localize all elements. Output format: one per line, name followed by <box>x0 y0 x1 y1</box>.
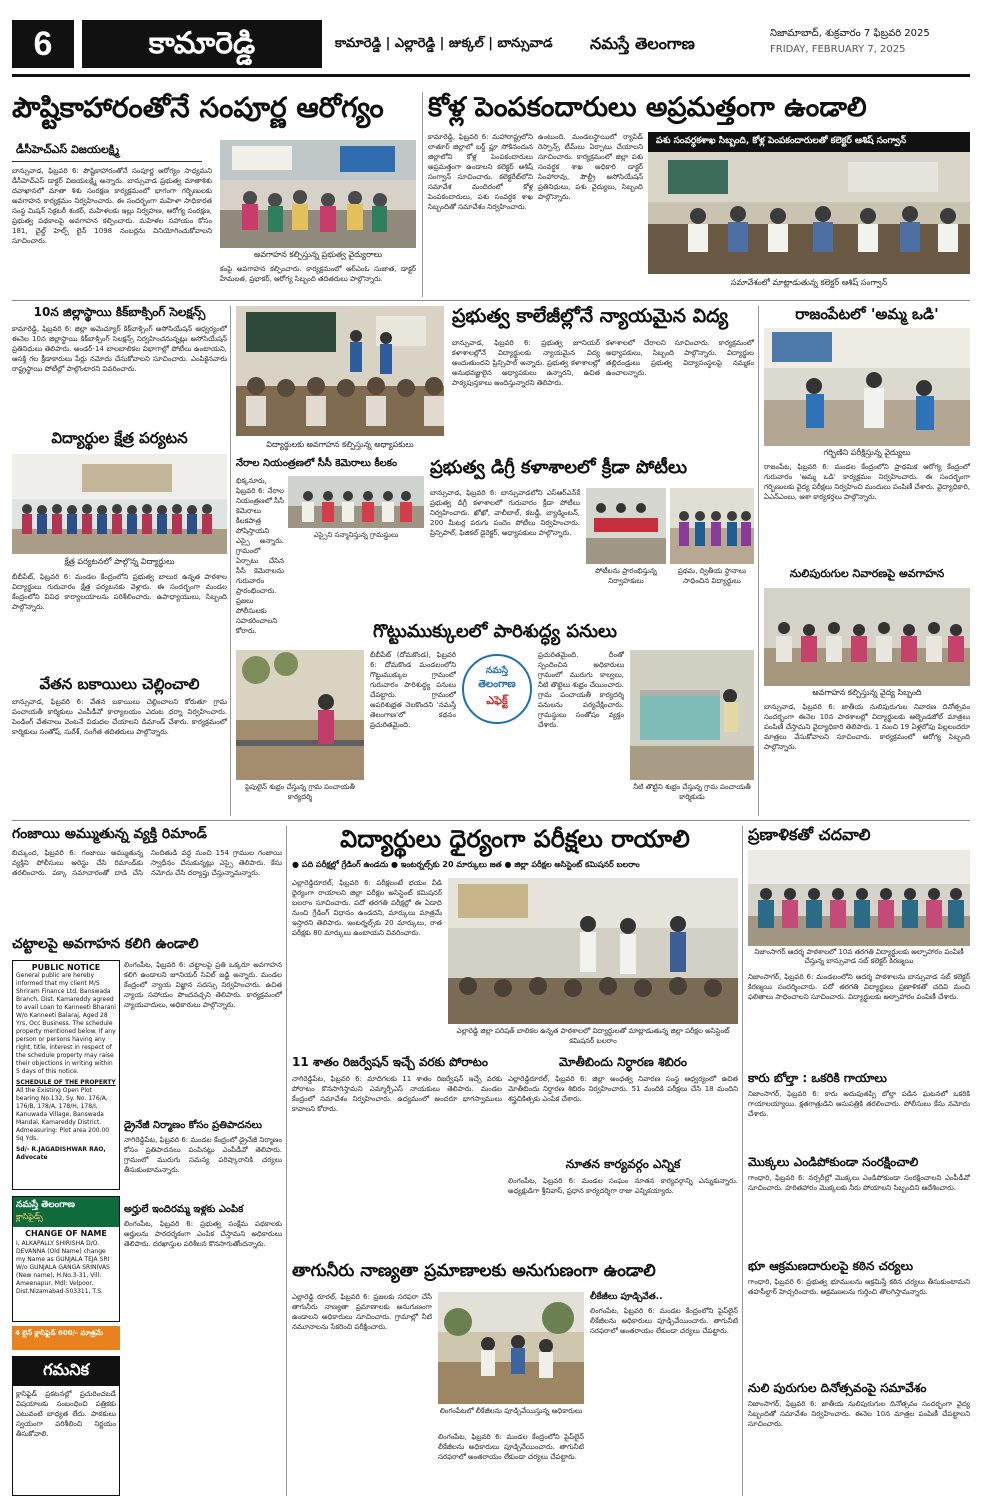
story-poultry <box>428 92 970 300</box>
logo-line2: తెలంగాణ <box>478 679 516 690</box>
body-text: నిజాంసాగర్, ఫిబ్రవరి 6: కారు అదుపుతప్పి బోల్తా పడిన ఘటనలో ఒకరికి గాయాలయ్యాయి. క్షతగాత్రుడిని ఆసుపత్రికి తరలించారు. పోలీసులు కేసు నమోదు చేశారు. <box>748 1089 970 1118</box>
story-drinking-water <box>292 1262 738 1496</box>
photo-health-camp <box>220 140 416 248</box>
headline: ప్రణాళికతో చదవాలి <box>748 825 871 844</box>
notice-body: General public are hereby informed that my client M/S Shriram Finance Ltd, Banswada Branch, Dist. Kamareddy agreed to avail Loan to Kanneeti Bharani W/o Kanneeti Balaraj, Aged 28 Yrs, Occ Business. The schedule property mentioned below. If any person or persons having any right, title, interest in respect of the schedule property may raise their objections in writing within 5 days of this notice. <box>16 972 116 1075</box>
column-divider <box>742 826 743 1496</box>
story-exams <box>292 826 738 1052</box>
body-text: లింగంపేట, ఫిబ్రవరి 6: ప్రభుత్వ సంక్షేమ పథకాలకు అర్హులను పారదర్శకంగా ఎంపిక చేస్తామని అధికారులు తెలిపారు. దరఖాస్తుల పరిశీలన కొనసాగుతోందన్నారు. <box>124 1219 282 1248</box>
body-text: భిక్కనూరు, ఫిబ్రవరి 6: నేరాల నియంత్రణలో సీసీ కెమెరాలు కీలకపాత్ర పోషిస్తాయని ఎస్సై అన్నారు. గ్రామంలో ఏర్పాటు చేసిన సీసీ కెమెరాలను గురువారం ప్రారంభించారు. ప్రజలు పోలీసులకు సహకరించాలని కోరారు. <box>236 477 284 635</box>
photo-caption: నీటి తొట్టిని శుభ్రం చేస్తున్న గ్రామ పంచాయతీ కార్మికుడు <box>633 783 751 801</box>
headline: నులిపురుగుల నివారణపై అవగాహన <box>789 567 945 580</box>
headline: నేరాల నియంత్రణలో సీసీ కెమెరాలు కీలకం <box>236 458 398 469</box>
column-divider <box>230 306 231 816</box>
body-text: నాగిరెడ్డిపేట, ఫిబ్రవరి 6: మండల కేంద్రంలో డ్రైనేజీ నిర్మాణం కోసం ప్రతిపాదనలు పంపినట్లు ఎంపీడీవో తెలిపారు. గ్రామంలో మురుగు సమస్య పరిష్కారానికి చర్యలు తీసుకుంటామన్నారు. <box>124 1135 282 1174</box>
story-plants <box>748 1156 970 1256</box>
photo-banner: పశు సంవర్ధకశాఖ సిబ్బంది, కోళ్ల పెంపకందారులతో కలెక్టర్ ఆశిష్ సంగ్వాన్ <box>648 132 970 152</box>
headline: కారు బోల్తా : ఒకరికి గాయాలు <box>748 1071 887 1085</box>
headline: వేతన బకాయిలు చెల్లించాలి <box>39 675 200 693</box>
headline: రాజంపేటలో 'అమ్మ ఒడి' <box>795 305 939 323</box>
body-text: లింగంపేట, ఫిబ్రవరి 6: మండల సంఘం నూతన కార్యవర్గాన్ని ఎన్నుకున్నారు. అధ్యక్షుడిగా శ్రీనివాస్, ప్రధాన కార్యదర్శిగా రాజు ఎన్నికయ్యారు. <box>508 1176 738 1195</box>
photo-breakfast <box>748 850 970 946</box>
body-text: గాంధారి, ఫిబ్రవరి 6: నర్సరీల్లో మొక్కలు ఎండిపోకుండా సంరక్షించాలని ఎంపీడీవో సూచించారు. హరితహారం మొక్కలకు నీరు పోయాలని సిబ్బందిని ఆదేశించారు. <box>748 1173 970 1192</box>
schedule-title: SCHEDULE OF THE PROPERTY <box>16 1079 116 1086</box>
headline: అర్హులే ఇందిరమ్మ ఇళ్లకు ఎంపిక <box>124 1204 244 1215</box>
namaste-effect-logo <box>462 654 532 724</box>
body-text: నాగిరెడ్డిపేట, ఫిబ్రవరి 6: మాదిగలకు 11 శాతం రిజర్వేషన్ ఇచ్చే వరకు పోరాటం కొనసాగిస్తామని ఎమ్మార్పీఎస్ నాయకులు తెలిపారు. మండల కేంద్రంలో సమావేశం నిర్వహించారు. ఉద్యమంలో అందరూ భాగస్వాములు కావాలని కోరారు. <box>292 1074 502 1113</box>
story-car-fire <box>748 1072 970 1154</box>
headline: మోతీబిందు నిర్ధారణ శిబిరం <box>559 1055 687 1069</box>
story-drainage <box>124 1120 282 1200</box>
body-text-continued: ప్రచురితమైంది. దీంతో స్పందించిన అధికారులు గ్రామంలో మురుగు కాల్వలు, నీటి తొట్టెలు శుభ్రం చేయించారు. గ్రామ పంచాయతీ కార్యదర్శి పనులను పర్యవేక్షించారు. గ్రామస్థులు సంతోషం వ్యక్తం చేశారు. <box>538 651 624 729</box>
photo-caption: అవగాహన కల్పిస్తున్న ప్రభుత్వ వైద్యురాలు <box>253 250 383 259</box>
change-of-name-title: CHANGE OF NAME <box>25 1229 107 1238</box>
story-gum-health <box>764 568 970 818</box>
dateline <box>770 26 970 58</box>
story-awareness-law <box>12 936 282 958</box>
body-text: ఎల్లారెడ్డి రూరల్, ఫిబ్రవరి 6: ప్రజలకు సరఫరా చేసే తాగునీరు నాణ్యతా ప్రమాణాలకు అనుగుణంగా ఉండాలని అధికారులు సూచించారు. గ్రామాల్లో నీటి నమూనాలను సేకరించి పరీక్షించారు. <box>292 1293 432 1331</box>
headline: పౌష్టికాహారంతోనే సంపూర్ణ ఆరోగ్యం <box>12 91 384 124</box>
story-cctv <box>236 458 426 635</box>
subhead: లీకేజీలు పూడ్చివేత.. <box>590 1292 663 1302</box>
section-places: కామారెడ్డి | ఎల్లారెడ్డి | జుక్కల్ | బాన్సువాడ <box>335 36 553 51</box>
notice-signed: Sd/- R.JAGADISHWAR RAO, Advocate <box>16 1146 106 1161</box>
story-sanitation <box>236 622 754 816</box>
story-amma-odi <box>764 306 970 566</box>
notice-te-box <box>12 1356 120 1496</box>
headline: గంజాయి అమ్ముతున్న వ్యక్తి రిమాండ్ <box>12 826 207 842</box>
story-reservation <box>292 1056 502 1256</box>
headline: కోళ్ల పెంపకందారులు అప్రమత్తంగా ఉండాలి <box>428 92 867 123</box>
story-deworming <box>748 1382 970 1496</box>
public-notice <box>12 960 120 1190</box>
headline: విద్యార్థులు ధైర్యంగా పరీక్షలు రాయాలి <box>340 825 690 853</box>
column-divider <box>422 92 423 297</box>
date-en: FRIDAY, FEBRUARY 7, 2025 <box>770 44 906 55</box>
body-text: గాంధారి, ఫిబ్రవరి 6: ప్రభుత్వ భూములను ఆక్రమిస్తే కఠిన చర్యలు తీసుకుంటామని తహసీల్దార్ హెచ్చరించారు. ఆక్రమణలను గుర్తించి తొలగిస్తామన్నారు. <box>748 1277 970 1296</box>
classifieds-header <box>13 1197 119 1227</box>
photo-caption-launch: పోటీలను ప్రారంభిస్తున్న నిర్వాహకులు <box>595 567 657 585</box>
classifieds-brand: నమస్తే తెలంగాణ <box>16 1200 75 1210</box>
story-nutrition <box>12 92 417 300</box>
body-text: ఎల్లారెడ్డిరూరల్, ఫిబ్రవరి 6: జిల్లా అంధత్వ నివారణ సంస్థ ఆధ్వర్యంలో ఉచిత మోతీబిందు నిర్ధారణ శిబిరం నిర్వహించారు. 51 మందికి పరీక్షలు చేసి 18 మందిని శస్త్రచికిత్సకు ఎంపిక చేశారు. <box>508 1074 738 1103</box>
photo-sports-winners <box>670 488 754 564</box>
body-text: నిజాంసాగర్, ఫిబ్రవరి 6: మండలంలోని ఆదర్శ పాఠశాలను బాన్సువాడ సబ్ కలెక్టర్ కిరణ్మయి సందర్శించారు. పదో తరగతి విద్యార్థులు ప్రణాళికతో చదివి మంచి ఫలితాలు సాధించాలని సూచించారు. విద్యార్థులకు అల్పాహారం పంపిణీ చేశారు. <box>748 973 970 1001</box>
body-text: కామారెడ్డి, ఫిబ్రవరి 6: జిల్లా అమెచ్యూర్ కిక్‌బాక్సింగ్ అసోసియేషన్ ఆధ్వర్యంలో ఈనెల 10న జిల్లాస్థాయి కిక్‌బాక్సింగ్ సెలక్షన్స్ నిర్వహించనున్నట్లు అసోసియేషన్ ప్రతినిధులు తెలిపారు. అండర్-14 బాలబాలికల విభాగాల్లో పోటీలు ఉంటాయని, ఆసక్తి గల క్రీడాకారులు పేర్లు నమోదు చేసుకోవాలని సూచించారు. ఎంపికైనవారు రాష్ట్రస్థాయి పోటీల్లో పాల్గొంటారని వివరించారు. <box>12 324 227 373</box>
column-divider <box>286 826 287 1496</box>
paper-name: నమస్తే తెలంగాణ <box>590 34 695 53</box>
photo-health-awareness <box>764 588 970 686</box>
story-cataract <box>508 1056 738 1156</box>
photo-pregnant-checkup <box>764 328 970 446</box>
story-encroachment <box>748 1260 970 1378</box>
body-text: బాన్సువాడ, ఫిబ్రవరి 6: వేతన బకాయిలు చెల్లించాలని కోరుతూ గ్రామ పంచాయతీ కార్మికులు ఎంపీడీవో కార్యాలయం ఎదుట ధర్నా నిర్వహించారు. పెండింగ్ వేతనాలు వెంటనే విడుదల చేయాలని డిమాండ్ చేశారు. కార్యక్రమంలో కార్మికులు సంతోష్, సురేశ్, సంగీత తదితరులు పాల్గొన్నారు. <box>12 698 227 737</box>
photo-caption: పైపులైన్ శుభ్రం చేస్తున్న గ్రామ పంచాయతీ కార్యదర్శి <box>245 783 355 801</box>
photo-caption: గర్భిణిని పరీక్షిస్తున్న వైద్యులు <box>823 448 911 457</box>
story-kickboxing <box>12 306 227 426</box>
body-text-continued: కళాశాలలో చేరాలని సూచించారు. కార్యక్రమంలో అధ్యాపకులు, సిబ్బంది పాల్గొన్నారు. విద్యార్థుల తల్లిదండ్రులు ప్రభుత్వ విద్యాసంస్థలపై నమ్మకం ఉంచాలన్నారు. <box>606 339 754 377</box>
headline: మొక్కలు ఎండిపోకుండా సంరక్షించాలి <box>748 1155 919 1169</box>
story-govt-college <box>452 306 754 456</box>
story-ganja <box>12 826 282 936</box>
headline: తాగునీరు నాణ్యతా ప్రమాణాలకు అనుగుణంగా ఉండాలి <box>292 1261 656 1281</box>
story-salary-dues <box>12 676 227 816</box>
awareness-law-body: లింగంపేట, ఫిబ్రవరి 6: చట్టాలపై ప్రతి ఒక్కరూ అవగాహన కలిగి ఉండాలని జూనియర్ సివిల్ జడ్జి అన్నారు. మండల కేంద్రంలో న్యాయ విజ్ఞాన సదస్సు నిర్వహించారు. ఉచిత న్యాయ సహాయం పొందవచ్చని తెలిపారు. కార్యక్రమంలో న్యాయవాదులు, అధికారులు పాల్గొన్నారు. <box>124 961 282 1009</box>
photo-classroom <box>236 306 444 436</box>
body-text: కామారెడ్డి, ఫిబ్రవరి 6: మహారాష్ట్రలోని లాతూర్ జిల్లాలో బర్డ్ ఫ్లూ సోకినందున జిల్లాలోని కోళ్ల పెంపకందారులు అప్రమత్తంగా ఉండాలని కలెక్టర్ ఆశిష్ సంగ్వాన్ సూచించారు. కలెక్టరేట్‌లోని సమావేశ మందిరంలో కోళ్ల పెంపకందారులు, పశు సంవర్ధక శాఖ సిబ్బందితో సమావేశం నిర్వహించారు. <box>428 133 533 211</box>
subline: ● పది పరీక్షల్లో గ్రేడింగ్ ఉండదు ● ఇంటర్నల్స్‌కు 20 మార్కులు జత ● జిల్లా పరీక్షల అసిస్టెంట్ కమిషనర్ బలరాం <box>292 859 640 869</box>
notice-title: PUBLIC NOTICE <box>31 963 101 972</box>
body-text: బాన్సువాడ, ఫిబ్రవరి 6: పౌష్టికాహారంతోనే సంపూర్ణ ఆరోగ్యం సాధ్యమని డీసీహెచ్ఎస్ డాక్టర్ విజయలక్ష్మి అన్నారు. బాన్సువాడ ప్రభుత్వ మాతాశిశు దవాఖానలో మాతా శిశు సంరక్షణ కార్యక్రమంలో భాగంగా గర్భిణులకు అవగాహన కార్యక్రమం నిర్వహించారు. ఈ సందర్భంగా మహిళా సాధికారత సంస్థ మిషన్ సెక్రటరీ శంకర్, మహిళలకు ఇల్లు నిర్వహణ, ఆరోగ్య సంరక్షణ, ప్రభుత్వ పథకాలపై అవగాహన కల్పించారు. మహిళల సహాయం కోసం 181, చైల్డ్ హెల్ప్ లైన్ 1098 నంబర్లను వినియోగించుకోవాలని సూచించారు. <box>12 167 212 245</box>
change-of-name-body: I, ALKAPALLY SHIRISHA D/O. DEVANNA (Old Name) change my Name as GUNJALA TEJA SRI W/o GUNJALA GANGA SRINIVAS (New name), H.No.3-31, Vill: Ameenapur, Mdl: Velpoor, Dist.Nizamabad-503311, T.S. <box>16 1240 110 1295</box>
story-applications <box>124 1204 282 1496</box>
photo-cctv-felicitation <box>288 476 424 528</box>
photo-classroom-block <box>236 306 444 456</box>
story-exposure-visit <box>12 430 227 670</box>
classifieds-ad[interactable] <box>12 1196 120 1322</box>
section-title: కామారెడ్డి <box>82 20 322 68</box>
body-text: బాన్సువాడ, ఫిబ్రవరి 6: బాన్సువాడలోని ఎస్ఆర్ఎన్‌కే ప్రభుత్వ డిగ్రీ కళాశాలలో గురువారం క్రీడా పోటీలు నిర్వహించారు. ఖోఖో, వాలీబాల్, కబడ్డీ, బ్యాడ్మింటన్, 200 మీటర్ల పరుగు పందెం పోటీలు నిర్వహించారు. ప్రిన్సిపాల్, ఫిజికల్ డైరెక్టర్, అధ్యాపకులు పాల్గొన్నారు. <box>430 489 580 537</box>
headline: 11 శాతం రిజర్వేషన్ ఇచ్చే వరకు పోరాటం <box>292 1055 488 1069</box>
column-divider <box>758 306 759 816</box>
photo-caption: సమావేశంలో మాట్లాడుతున్న కలెక్టర్ ఆశిష్ సంగ్వాన్ <box>730 278 888 287</box>
headline: చట్టాలపై అవగాహన కలిగి ఉండాలి <box>12 936 199 952</box>
date-te: నిజామాబాద్, శుక్రవారం 7 ఫిబ్రవరి 2025 <box>770 28 930 39</box>
body-text-continued: ఉంటుంది. మండలస్థాయిలో ర్యాపిడ్ రెస్పాన్స్ టీమ్‌లు ఏర్పాటు చేయాలని సూచించారు. కార్యక్రమంలో జిల్లా పశు సంవర్ధక శాఖ అధికారి డాక్టర్ సింహారావు, పౌల్ట్రీ అసోసియేషన్ ప్రతినిధులు, పశు వైద్యులు, సిబ్బంది పాల్గొన్నారు. <box>538 133 643 201</box>
headline: డ్రైనేజీ నిర్మాణం కోసం ప్రతిపాదనలు <box>124 1120 262 1131</box>
promo-text: 4 లైన్ క్లాసిఫైడ్ 600/- మాత్రమే <box>15 1329 103 1337</box>
body-text: బిచ్కుంద, ఫిబ్రవరి 6: గంజాయి అమ్ముతున్న వ్యక్తిని పోలీసులు అరెస్టు చేసి రిమాండ్‌కు తరలించారు. పక్కా సమాచారంతో దాడి చేసి నిందితుడి వద్ద నుంచి 154 గ్రాముల గంజాయి స్వాధీనం చేసుకున్నట్లు ఎస్సై తెలిపారు. కేసు నమోదు చేసి దర్యాప్తు చేస్తున్నామన్నారు. <box>12 849 282 878</box>
headline: గొట్టుముక్కులలో పారిశుద్ధ్య పనులు <box>373 621 617 642</box>
body-text: బాన్సువాడ, ఫిబ్రవరి 6: ప్రభుత్వ జూనియర్ కళాశాలల్లోనే విద్యార్థులకు న్యాయమైన విద్య అందుతుందని ప్రిన్సిపాల్ అన్నారు. ప్రభుత్వ కళాశాలల్లో అనుభవజ్ఞులైన అధ్యాపకులు ఉన్నారని, ఉచిత పాఠ్యపుస్తకాలు అందిస్తున్నారని తెలిపారు. <box>452 339 600 387</box>
masthead-rule <box>12 74 970 77</box>
photo-leak-repair <box>438 1292 584 1404</box>
photo-sports-launch <box>586 488 666 564</box>
body-text-right: లింగంపేట, ఫిబ్రవరి 6: మండల కేంద్రంలోని పైప్‌లైన్ లీకేజీలను అధికారులు పూడ్చివేయించారు. తాగునీటి సరఫరాలో అంతరాయం లేకుండా చర్యలు చేపట్టారు. <box>590 1307 738 1335</box>
row-divider <box>12 300 970 301</box>
photo-collector-meeting <box>648 152 970 274</box>
notice-te-body: క్లాసిఫైడ్ ప్రకటనల్లో ప్రచురించబడే విషయాలకు సంబంధించి పత్రికకు ఎటువంటి బాధ్యత లేదు. పాఠకులు స్వయంగా పరిశీలించి నిర్ణయం తీసుకోవాలి. <box>16 1390 116 1438</box>
logo-line3: ఎఫెక్ట్ <box>486 694 508 707</box>
body-text: బీబీపేట్ (దోమకొండ), ఫిబ్రవరి 6: దోమకొండ మండలంలోని గొట్టుముక్కుల గ్రామంలో గురువారం పారిశుద్ధ్య పనులు చేపట్టారు. గ్రామంలో అపరిశుభ్రత నెలకొందని 'నమస్తే తెలంగాణ'లో కథనం ప్రచురితమైంది. <box>370 651 456 729</box>
photo-caption: ఎల్లారెడ్డి జిల్లా పరిషత్ బాలికల ఉన్నత పాఠశాలలో విద్యార్థులతో మాట్లాడుతున్న జిల్లా పరీక్షల అసిస్టెంట్ కమిషనర్ బలరాం <box>456 1027 730 1045</box>
masthead <box>0 0 981 80</box>
classifieds-promo <box>12 1326 120 1350</box>
body-text: నిజాంసాగర్, ఫిబ్రవరి 6: జాతీయ నులిపురుగుల దినోత్సవం సందర్భంగా వైద్య సిబ్బందితో సమావేశం నిర్వహించారు. ఈనెల 10న మాత్రల పంపిణీ చేపట్టాలని సూచించారు. <box>748 1399 970 1428</box>
photo-caption: ఎస్సైని సన్మానిస్తున్న గ్రామస్థులు <box>313 531 399 539</box>
story-new-committee <box>508 1158 738 1256</box>
headline: భూ ఆక్రమణదారులపై కఠిన చర్యలు <box>748 1259 913 1273</box>
story-reading <box>748 826 970 1068</box>
photo-caption: నిజాంసాగర్ ఆదర్శ పాఠశాలలో 10వ తరగతి విద్యార్థులకు అల్పాహారం పంపిణీ చేస్తున్న బాన్సువాడ సబ్ కలెక్టర్ కిరణ్మయి <box>754 948 964 965</box>
body-text: ఎల్లారెడ్డిరూరల్, ఫిబ్రవరి 6: పరీక్షలంటే భయం వీడి ధైర్యంగా రాయాలని జిల్లా పరీక్షల అసిస్టెంట్ కమిషనర్ బలరాం సూచించారు. పదో తరగతి పరీక్షల్లో ఈ ఏడాది నుంచి గ్రేడింగ్ విధానం ఉండదని, మార్కులు మాత్రమే ఇస్తారని తెలిపారు. ఇంటర్నల్స్‌కు 20 మార్కులు, రాత పరీక్షకు 80 మార్కులు ఉంటాయని వివరించారు. <box>292 879 442 937</box>
headline: ప్రభుత్వ కాలేజీల్లోనే న్యాయమైన విద్య <box>452 305 729 327</box>
photo-pipeline-cleaning <box>236 650 364 780</box>
classifieds-label: క్లాసిఫైడ్స్ <box>16 1212 43 1221</box>
headline: నూతన కార్యవర్గం ఎన్నిక <box>565 1157 681 1171</box>
logo-line1: నమస్తే <box>485 666 509 676</box>
photo-caption: విద్యార్థులకు అవగాహన కల్పిస్తున్న అధ్యాపకులు <box>266 440 414 449</box>
photo-caption: అవగాహన కల్పిస్తున్న వైద్య సిబ్బంది <box>812 688 922 697</box>
headline: ప్రభుత్వ డిగ్రీ కళాశాలలో క్రీడా పోటీలు <box>430 457 688 478</box>
headline: 10న జిల్లాస్థాయి కిక్‌బాక్సింగ్ సెలక్షన్స్ <box>33 305 206 319</box>
byline: డీసీహెచ్ఎస్ విజయలక్ష్మి <box>12 141 202 162</box>
notice-te-title: గమనిక <box>13 1357 119 1386</box>
schedule-body: All the Existing Open Plot bearing No.132, Sy. No. 176/A, 176/B, 178/A, 178/H, 178/I, Kanuwada Village, Banswada Mandal, Kamareddy District. Admeasuring: Plot area 200.00 Sq Yds. <box>16 1087 110 1142</box>
headline: నులి పురుగుల దినోత్సవంపై సమావేశం <box>748 1381 927 1395</box>
row-divider <box>12 820 970 821</box>
page-number: 6 <box>12 20 74 68</box>
photo-students-visit <box>12 454 227 554</box>
photo-tank-cleaning <box>630 650 754 780</box>
body-text: బీబీపేట్, ఫిబ్రవరి 6: మండల కేంద్రంలోని ప్రభుత్వ బాలుర ఉన్నత పాఠశాల విద్యార్థులు గురువారం క్షేత్ర పర్యటనకు వెళ్లారు. ఈ సందర్భంగా మండల కేంద్రంలోని వివిధ కార్యాలయాలను పరిశీలించారు. ఉపాధ్యాయులు, సిబ్బంది పాల్గొన్నారు. <box>12 573 227 611</box>
body-text: బాన్సువాడ, ఫిబ్రవరి 6: జాతీయ నులిపురుగుల నివారణ దినోత్సవం సందర్భంగా ఈనెల 10న పాఠశాలల్లో విద్యార్థులకు ఆల్బెండజోల్ మాత్రలు పంపిణీ చేస్తామని వైద్యాధికారి తెలిపారు. 1 నుంచి 19 ఏళ్లలోపు పిల్లలందరూ మాత్రలు వేసుకోవాలని సూచించారు. కార్యక్రమంలో ఆరోగ్య సిబ్బంది పాల్గొన్నారు. <box>764 703 970 751</box>
story-sports <box>430 458 754 618</box>
headline: విద్యార్థుల క్షేత్ర పర్యటన <box>51 429 188 447</box>
photo-caption: లింగంపేటలో లీకేజీలను పూడ్చివేయిస్తున్న అధికారులు <box>439 1407 583 1415</box>
body-text: రాజంపేట, ఫిబ్రవరి 6: మండల కేంద్రంలోని ప్రాథమిక ఆరోగ్య కేంద్రంలో గురువారం 'అమ్మ ఒడి' కార్యక్రమం నిర్వహించారు. ఈ సందర్భంగా గర్భిణులకు వైద్య పరీక్షలు నిర్వహించి మందులు పంపిణీ చేశారు. వైద్యాధికారి, ఏఎన్ఎంలు, ఆశా కార్యకర్తలు పాల్గొన్నారు. <box>764 463 970 501</box>
body-text-continued: లింగంపేట, ఫిబ్రవరి 6: మండల కేంద్రంలోని పైప్‌లైన్ లీకేజీలను అధికారులు పూడ్చివేయించారు. తాగునీటి సరఫరాలో అంతరాయం లేకుండా చర్యలు చేపట్టారు. <box>438 1433 584 1461</box>
photo-caption-winners: ప్రథమ, ద్వితీయ స్థానాలు సాధించిన విద్యార్థులు <box>677 567 747 585</box>
photo-exam-talk <box>448 878 738 1024</box>
body-text-continued: కంపై అవగాహన కల్పించారు. కార్యక్రమంలో ఆర్ఎంఓ సుజాత, డాక్టర్ హేమలత, ప్రభాకర్, ఆరోగ్య సిబ్బంది తదితరులు పాల్గొన్నారు. <box>220 265 416 283</box>
photo-caption: క్షేత్ర పర్యటనలో పాల్గొన్న విద్యార్థులు <box>64 557 175 566</box>
